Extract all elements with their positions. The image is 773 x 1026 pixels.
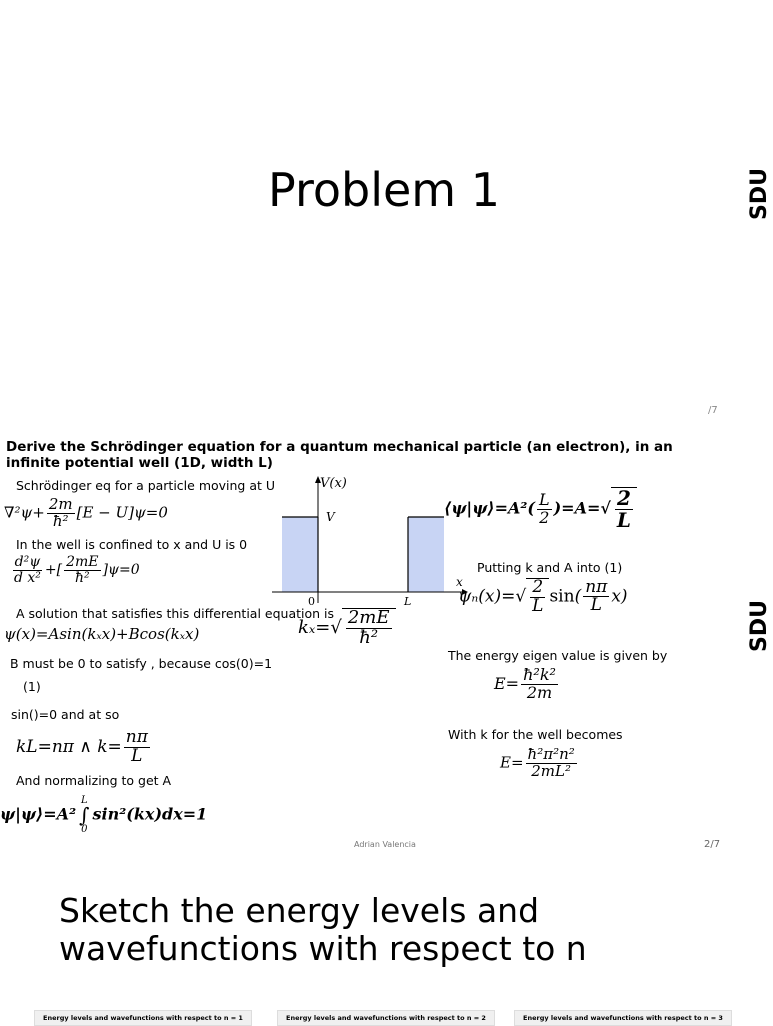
page-number: 2/7 [704, 839, 721, 850]
text-energy: The energy eigen value is given by [448, 648, 668, 663]
sdu-logo-text: SDU [747, 168, 772, 220]
right-wall [408, 517, 444, 592]
equation-energy-k: E= $\frac{\text{ħ²k²}}{2m}$ [494, 665, 556, 702]
text-normalizing: And normalizing to get A [16, 773, 172, 788]
slide-1-title: Problem 1 [268, 163, 500, 217]
sdu-logo [747, 600, 773, 652]
text-solution: A solution that satisfies this differential equation is [16, 606, 335, 621]
text-putting: Putting k and A into (1) [477, 560, 623, 575]
equation-schrodinger: ∇²ψ+ $\frac{2m}{\text{ħ²}}$ [E − U]ψ=0 [4, 495, 168, 530]
left-wall [282, 517, 318, 592]
sdu-logo-text: SDU [747, 600, 772, 652]
slide-2 [0, 425, 772, 855]
v-level-label: V [326, 510, 335, 524]
text-confined: In the well is confined to x and U is 0 [16, 537, 248, 552]
text-eq-ref: (1) [23, 679, 41, 694]
equation-general-solution: ψ(x)=Asin(kₓx)+Bcos(kₓx) [4, 625, 200, 643]
equation-kl: kL=nπ ∧ k= $\frac{n\pi}{L}$ [16, 727, 148, 766]
text-with-k: With k for the well becomes [448, 727, 623, 742]
equation-well: $\frac{\text{d²ψ}}{\text{d x²}}$ +[ $\frac{2mE}{\text{ħ²}}$ ]ψ=0 [14, 554, 140, 586]
text-schrodinger: Schrödinger eq for a particle moving at U [16, 478, 276, 493]
origin-label: 0 [308, 595, 315, 608]
l-label: L [404, 595, 412, 608]
slide-1 [0, 0, 772, 425]
equation-normalization: ψ|ψ⟩=A² L ∫ 0 sin²(kx)dx=1 [0, 795, 208, 835]
slide-2-heading: Derive the Schrödinger equation for a quantum mechanical particle (an electron), in an infinite potential well (1D, width L) [6, 439, 673, 471]
text-b-zero: B must be 0 to satisfy , because cos(0)=1 [10, 656, 273, 671]
x-axis-label: x [456, 575, 463, 589]
page-indicator: /7 [708, 405, 718, 416]
text-sin: sin()=0 and at so [11, 707, 120, 722]
equation-psi-n: ψₙ(x)=√ $\frac{2}{L}$ sin( $\frac{n\pi}{L}$ x) [458, 576, 628, 616]
footer-author: Adrian Valencia [354, 840, 416, 849]
potential-well-diagram [270, 473, 470, 613]
thumbnail-n2[interactable]: Energy levels and wavefunctions with respect to n = 2 [277, 1010, 495, 1026]
equation-a-value: ⟨ψ|ψ⟩=A²( $\frac{L}{2}$ )=A=√ $\frac{2}{L}$ [444, 487, 637, 531]
slide-3-title-line-2: wavefunctions with respect to n [59, 929, 587, 968]
sdu-logo [747, 168, 773, 220]
thumbnail-n1[interactable]: Energy levels and wavefunctions with respect to n = 1 [34, 1010, 252, 1026]
equation-kx: kₓ=√ $\frac{2mE}{\text{ħ²}}$ [298, 608, 396, 648]
slide-3-title-line-1: Sketch the energy levels and [59, 891, 540, 930]
thumbnail-n3[interactable]: Energy levels and wavefunctions with respect to n = 3 [514, 1010, 732, 1026]
v-axis-label: V(x) [320, 476, 347, 491]
equation-energy-n: E= $\frac{\text{ħ²π²n²}}{\text{2mL²}}$ [500, 745, 575, 780]
slide-3 [0, 855, 768, 1024]
